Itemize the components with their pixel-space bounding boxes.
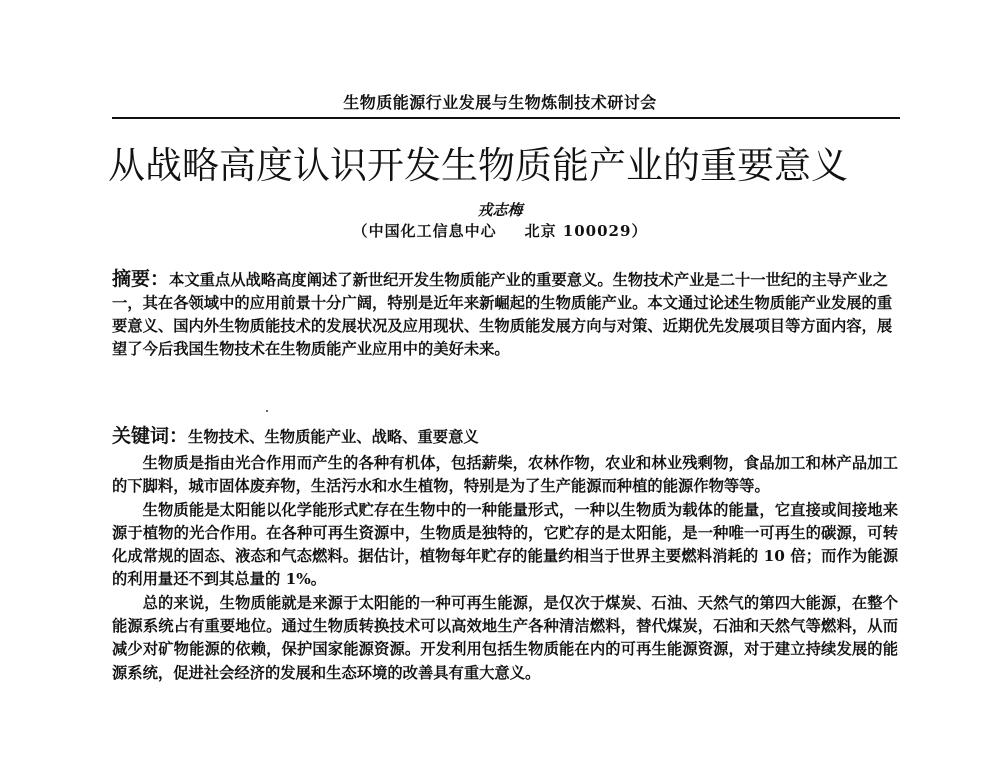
paper-title: 从战略高度认识开发生物质能产业的重要意义 (108, 144, 848, 187)
author-affiliation (0, 220, 1000, 241)
header-rule (112, 117, 900, 119)
affiliation-city-zip: 北京 100029 (524, 222, 632, 240)
body-paragraph-1: 生物质是指由光合作用而产生的各种有机体，包括薪柴，农林作物，农业和林业残剩物，食品加工和林产品加工的下脚料，城市固体废弃物，生活污水和水生植物，特别是为了生产能源而种植的能源作物等等。 (112, 454, 898, 496)
scan-speck (266, 410, 268, 412)
affiliation-org: 中国化工信息中心 (368, 222, 497, 240)
affiliation-close-paren: ） (631, 222, 648, 240)
abstract-text: 本文重点从战略高度阐述了新世纪开发生物质能产业的重要意义。生物技术产业是二十一世纪的主导产业之一，其在各领域中的应用前景十分广阔，特别是近年来新崛起的生物质能产业。本文通过论述生物质能产业发展的重要意义、国内外生物质能技术的发展状况及应用现状、生物质能发展方向与对策、近期优先发展项目等方面内容，展望了今后我国生物技术在生物质能产业应用中的美好未来。 (112, 271, 893, 358)
author-name: 戎志梅 (477, 201, 523, 219)
body-paragraph-2: 生物质能是太阳能以化学能形式贮存在生物中的一种能量形式，一种以生物质为载体的能量，它直接或间接地来源于植物的光合作用。在各种可再生资源中，生物质是独特的，它贮存的是太阳能，是一种唯一可再生的碳源，可转化成常规的固态、液态和气态燃料。据估计，植物每年贮存的能量约相当于世界主要燃料消耗的 10 倍；而作为能源的利用量还不到其总量的 1%。 (112, 500, 898, 589)
body-paragraph-3: 总的来说，生物质能就是来源于太阳能的一种可再生能源，是仅次于煤炭、石油、天然气的第四大能源，在整个能源系统占有重要地位。通过生物质转换技术可以高效地生产各种清洁燃料，替代煤炭，石油和天然气等燃料，从而减少对矿物能源的依赖，保护国家能源资源。开发利用包括生物质能在内的可再生能源资源，对于建立持续发展的能源系统，促进社会经济的发展和生态环境的改善具有重大意义。 (112, 593, 898, 682)
running-header: 生物质能源行业发展与生物炼制技术研讨会 (343, 93, 657, 112)
affiliation-open-paren: （ (352, 222, 369, 240)
abstract (112, 268, 898, 361)
body-text (112, 452, 898, 685)
keywords-label: 关键词： (112, 425, 189, 447)
keywords (112, 424, 898, 449)
abstract-label: 摘要： (112, 268, 170, 290)
keywords-text: 生物技术、生物质能产业、战略、重要意义 (188, 428, 479, 446)
